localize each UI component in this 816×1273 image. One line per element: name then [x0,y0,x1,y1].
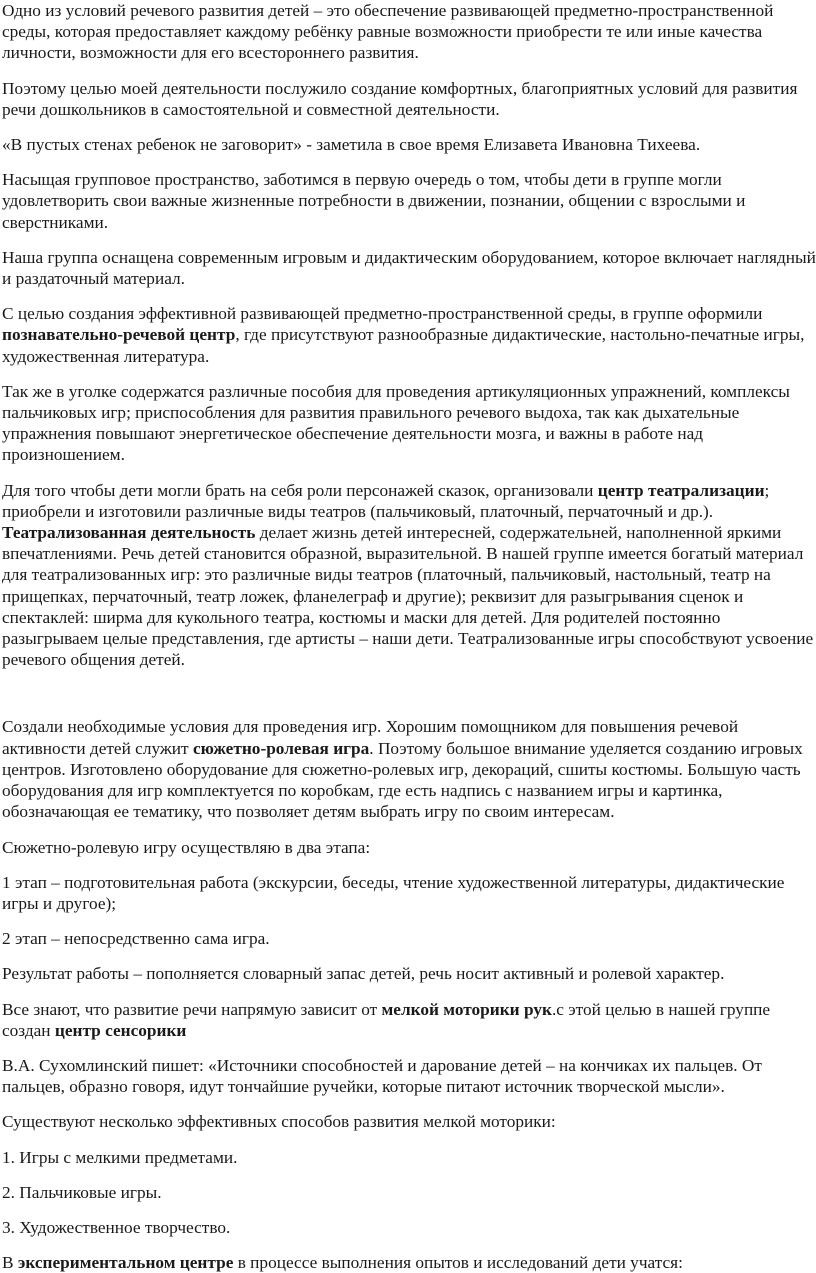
paragraph-theatre [2,480,816,671]
paragraph-motor-skills [2,999,816,1041]
paragraph-goal: Поэтому целью моей деятельности послужило создание комфортных, благоприятных условий для развития речи дошкольников в самостоятельной и совместной деятельности. [2,78,798,119]
paragraph-result: Результат работы – пополняется словарный запас детей, речь носит активный и ролевой характер. [2,964,725,984]
text-run: . Поэтому большое внимание уделяется созданию игровых центров. Изготовлено оборудование для сюжетно-ролевых игр, декораций, сшиты костюмы. Большую часть оборудования для игр комплектуется по коробкам, где есть надпись с названием игры и картинка, обозначающая ее тематику, что позволяет детям выбрать игру по своим интересам. [2,738,803,822]
paragraph-sukhomlinsky: В.А. Сухомлинский пишет: «Источники способностей и дарование детей – на кончиках их пальцев. От пальцев, образно говоря, идут тончайшие ручейки, которые питают источник творческой мысли». [2,1055,762,1097]
paragraph-stage-1: 1 этап – подготовительная работа (экскурсии, беседы, чтение художественной литературы, дидактические игры и другое); [2,872,785,913]
bold-term: экспериментальном центре [17,1253,234,1273]
text-run: В [2,1253,18,1273]
text-run: Для того чтобы дети могли брать на себя роли персонажей сказок, организовали [2,480,598,500]
bold-term: центр театрализации [597,480,765,500]
paragraph-intro: Одно из условий речевого развития детей – это обеспечение развивающей предметно-пространственной среды, которая предоставляет каждому ребёнку равные возможности приобрести те или иные качества личности, возможности для его всестороннего развития. [2,1,774,63]
bold-term: познавательно-речевой центр [2,325,236,345]
paragraph-stages: Сюжетно-ролевую игру осуществляю в два этапа: [2,837,371,857]
paragraph-quote: «В пустых стенах ребенок не заговорит» - заметила в свое время Елизавета Ивановна Тихеева. [2,135,701,155]
text-run: Создали необходимые условия для проведения игр. Хорошим помощником для повышения речевой активности детей служит [2,717,739,758]
paragraph-method-1: 1. Игры с мелкими предметами. [2,1147,238,1167]
paragraph-experiment [2,1252,816,1273]
text-run: , где присутствуют разнообразные дидактические, настольно-печатные игры, художественная литература. [2,325,805,366]
paragraph-space: Насыщая групповое пространство, заботимся в первую очередь о том, чтобы дети в группе могли удовлетворить свои важные жизненные потребности в движении, познании, общении с взрослыми и сверстниками. [2,170,746,232]
bold-term: сюжетно-ролевая игра [192,738,370,758]
text-run: С целью создания эффективной развивающей предметно-пространственной среды, в группе оформили [2,304,763,324]
text-run: делает жизнь детей интересней, содержательней, наполненной яркими впечатлениями. Речь детей становится образной, выразительной. В нашей группе имеется богатый материал для театрализованных игр: это различные виды театров (платочный, пальчиковый, настольный, театр на прищепках, перчаточный, театр ложек, фланелеграф и другие); реквизит для разыгрывания сценок и спектаклей: ширма для кукольного театра, костюмы и маски для детей. Для родителей постоянно разыгрываем целые представления, где артисты – наши дети. Театрализованные игры способствуют усвоение речевого общения детей. [2,523,814,670]
bold-term: Театрализованная деятельность [2,523,256,543]
text-run: .с этой целью в нашей группе создан [2,999,771,1040]
paragraph-method-2: 2. Пальчиковые игры. [2,1182,162,1202]
text-run: ; приобрели и изготовили различные виды театров (пальчиковый, платочный, перчаточный и др.). [2,480,770,521]
bold-term: мелкой моторики рук [381,999,552,1019]
bold-term: центр сенсорики [54,1020,187,1040]
paragraph-methods: Существуют несколько эффективных способов развития мелкой моторики: [2,1112,556,1132]
paragraph-stage-2: 2 этап – непосредственно сама игра. [2,929,270,949]
paragraph-method-3: 3. Художественное творчество. [2,1217,231,1237]
text-run: в процессе выполнения опытов и исследований дети учатся: [233,1253,683,1273]
paragraph-role-play [2,716,816,822]
paragraph-speech-center [2,303,816,367]
paragraph-corner: Так же в уголке содержатся различные пособия для проведения артикуляционных упражнений, комплексы пальчиковых игр; приспособления для развития правильного речевого выдоха, так как дыхательные упражнения повышают энергетическое обеспечение деятельности мозга, и важны в работе над произношением. [2,381,790,465]
paragraph-equipment: Наша группа оснащена современным игровым и дидактическим оборудованием, которое включает наглядный и раздаточный материал. [2,247,816,289]
text-run: Все знают, что развитие речи напрямую зависит от [2,999,382,1019]
